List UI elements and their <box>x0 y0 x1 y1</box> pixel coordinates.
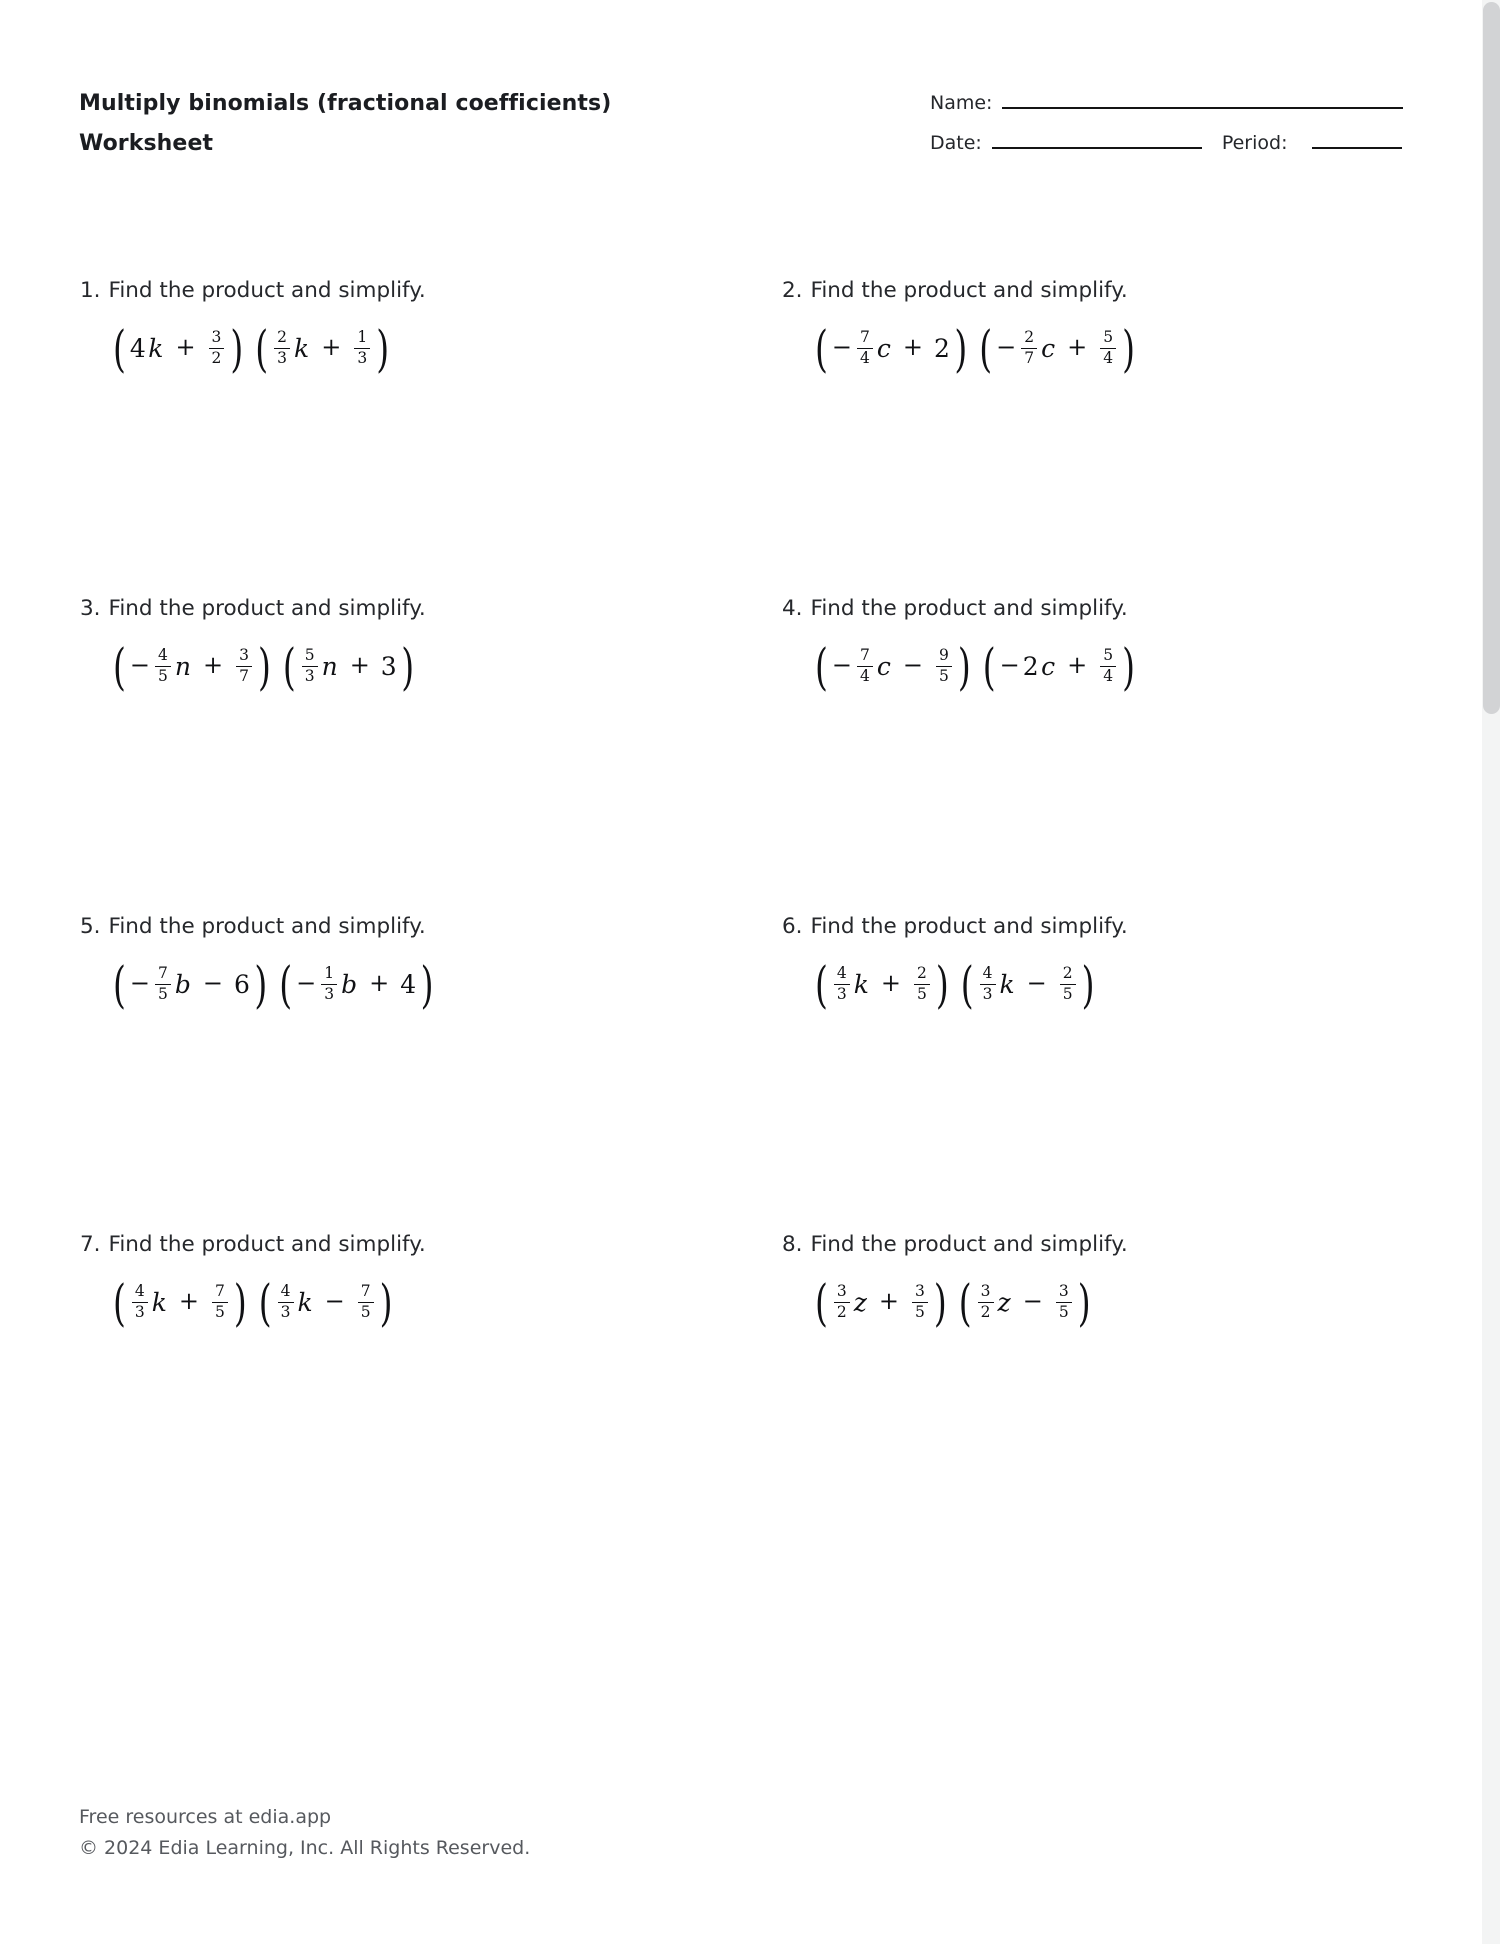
problem-8-instruction: Find the product and simplify. <box>810 1232 1128 1257</box>
math-token-num: 6 <box>233 969 251 999</box>
problem-7-instruction: Find the product and simplify. <box>108 1232 426 1257</box>
math-token-fraction: $\frac{4}{3}$ <box>980 965 996 1004</box>
math-token-fraction: $\frac{7}{5}$ <box>358 1283 374 1322</box>
math-token-paren: ( <box>979 318 993 378</box>
problem-8 <box>782 1232 1402 1330</box>
problem-1-label <box>80 278 782 304</box>
problem-5 <box>80 914 782 1232</box>
problem-2-label <box>782 278 1402 304</box>
math-token-neg: − <box>296 969 317 997</box>
math-token-paren: ) <box>233 1272 247 1332</box>
math-token-fraction: $\frac{1}{3}$ <box>354 329 370 368</box>
problem-4-label <box>782 596 1402 622</box>
math-token-fraction: $\frac{2}{5}$ <box>914 965 930 1004</box>
problem-6-number: 6. <box>782 914 803 939</box>
math-token-neg: − <box>831 333 852 361</box>
math-token-op: + <box>178 1287 200 1315</box>
math-token-paren: ) <box>420 954 434 1014</box>
math-token-var: c <box>876 651 891 681</box>
math-token-fraction: $\frac{2}{5}$ <box>1060 965 1076 1004</box>
math-token-fraction: $\frac{4}{3}$ <box>834 965 850 1004</box>
math-token-fraction: $\frac{7}{5}$ <box>155 965 171 1004</box>
math-token-num: 2 <box>933 333 951 363</box>
problem-3-label <box>80 596 782 622</box>
math-token-paren: ( <box>960 954 974 1014</box>
math-token-paren: ( <box>279 954 293 1014</box>
math-token-fraction: $\frac{4}{3}$ <box>278 1283 294 1322</box>
math-token-fraction: $\frac{3}{2}$ <box>209 329 225 368</box>
math-token-paren: ) <box>935 954 949 1014</box>
math-token-paren: ) <box>401 636 415 696</box>
math-token-fraction: $\frac{3}{5}$ <box>912 1283 928 1322</box>
math-token-paren: ) <box>1122 318 1135 378</box>
math-token-var: n <box>321 651 338 681</box>
math-token-op: + <box>349 651 370 679</box>
problem-4-instruction: Find the product and simplify. <box>810 596 1128 621</box>
math-token-neg: − <box>129 651 150 679</box>
date-blank-line <box>992 128 1202 149</box>
math-token-fraction: $\frac{7}{5}$ <box>212 1283 228 1322</box>
math-token-num: 4 <box>400 969 417 999</box>
math-token-paren: ) <box>933 1272 947 1332</box>
math-token-paren: ( <box>258 1272 272 1332</box>
math-token-paren: ) <box>954 318 968 378</box>
problem-8-expression <box>815 1274 1091 1330</box>
problem-1-expression <box>113 320 389 376</box>
math-token-paren: ( <box>113 636 126 696</box>
math-token-fraction: $\frac{7}{4}$ <box>857 329 873 368</box>
math-token-var: b <box>174 969 191 999</box>
math-token-var: z <box>997 1287 1011 1317</box>
worksheet-title-line2: Worksheet <box>79 131 214 156</box>
math-token-paren: ) <box>376 318 390 378</box>
math-token-op: − <box>324 1287 345 1315</box>
math-token-var: k <box>151 1287 167 1317</box>
math-token-fraction: $\frac{7}{4}$ <box>857 647 873 686</box>
problem-7-number: 7. <box>80 1232 101 1257</box>
problem-5-number: 5. <box>80 914 101 939</box>
problem-7 <box>80 1232 782 1330</box>
problem-2-expression <box>815 320 1135 376</box>
math-token-fraction: $\frac{3}{7}$ <box>236 647 252 686</box>
name-label: Name: <box>930 92 993 114</box>
worksheet-title <box>79 84 611 164</box>
math-token-paren: ( <box>255 318 269 378</box>
math-token-fraction: $\frac{2}{3}$ <box>274 329 290 368</box>
math-token-fraction: $\frac{4}{3}$ <box>132 1283 148 1322</box>
problem-3-number: 3. <box>80 596 101 621</box>
math-token-neg: − <box>831 651 852 679</box>
problem-5-label <box>80 914 782 940</box>
period-label: Period: <box>1221 132 1288 154</box>
math-token-op: + <box>202 651 224 679</box>
math-token-var: n <box>174 651 191 681</box>
problem-4-number: 4. <box>782 596 803 621</box>
problems-row-2 <box>80 596 1402 914</box>
math-token-fraction: $\frac{4}{5}$ <box>155 647 171 686</box>
math-token-op: + <box>880 969 902 997</box>
math-token-var: z <box>853 1287 867 1317</box>
scrollbar-thumb[interactable] <box>1483 2 1500 714</box>
problem-5-expression <box>113 956 434 1012</box>
math-token-num: 4 <box>129 333 147 363</box>
math-token-neg: − <box>996 333 1017 361</box>
math-token-var: c <box>1041 333 1056 363</box>
problem-1-number: 1. <box>80 278 101 303</box>
math-token-paren: ( <box>113 1272 126 1332</box>
footer-copyright-text: © 2024 Edia Learning, Inc. All Rights Reserved. <box>79 1837 531 1859</box>
math-token-var: k <box>294 333 310 363</box>
problem-7-label <box>80 1232 782 1258</box>
problem-1-instruction: Find the product and simplify. <box>108 278 426 303</box>
problem-6-expression <box>815 956 1095 1012</box>
math-token-fraction: $\frac{1}{3}$ <box>321 965 337 1004</box>
math-token-op: − <box>902 651 923 679</box>
math-token-fraction: $\frac{9}{5}$ <box>936 647 952 686</box>
problem-6-label <box>782 914 1402 940</box>
worksheet-title-line1: Multiply binomials (fractional coefficients) <box>79 91 612 116</box>
math-token-var: b <box>341 969 358 999</box>
math-token-paren: ( <box>282 636 296 696</box>
problem-3-instruction: Find the product and simplify. <box>108 596 426 621</box>
math-token-paren: ) <box>1122 636 1135 696</box>
math-token-neg: − <box>999 651 1020 679</box>
math-token-var: k <box>853 969 869 999</box>
math-token-paren: ( <box>958 1272 972 1332</box>
math-token-paren: ( <box>113 318 126 378</box>
problem-2-number: 2. <box>782 278 803 303</box>
math-token-paren: ( <box>815 954 828 1014</box>
math-token-fraction: $\frac{3}{5}$ <box>1056 1283 1072 1322</box>
math-token-paren: ( <box>982 636 996 696</box>
math-token-op: + <box>878 1287 900 1315</box>
math-token-op: + <box>369 969 390 997</box>
math-token-paren: ( <box>815 318 828 378</box>
name-blank-line <box>1002 88 1403 109</box>
math-token-op: + <box>321 333 342 361</box>
footer-resources-text: Free resources at edia.app <box>79 1806 332 1828</box>
problem-2 <box>782 278 1402 596</box>
math-token-paren: ) <box>1081 954 1095 1014</box>
problem-4-expression <box>815 638 1135 694</box>
math-token-paren: ( <box>815 1272 828 1332</box>
problem-6 <box>782 914 1402 1232</box>
math-token-paren: ) <box>257 636 271 696</box>
math-token-fraction: $\frac{3}{2}$ <box>978 1283 994 1322</box>
scrollbar-track[interactable] <box>1482 0 1500 1944</box>
math-token-fraction: $\frac{2}{7}$ <box>1021 329 1037 368</box>
math-token-num: 3 <box>380 651 398 681</box>
math-token-paren: ) <box>254 954 268 1014</box>
problems-row-1 <box>80 278 1402 596</box>
page-footer <box>79 1802 530 1864</box>
math-token-paren: ) <box>230 318 244 378</box>
period-blank-line <box>1312 128 1402 149</box>
problem-8-label <box>782 1232 1402 1258</box>
math-token-paren: ) <box>1077 1272 1091 1332</box>
math-token-paren: ) <box>957 636 971 696</box>
math-token-var: k <box>297 1287 313 1317</box>
math-token-op: + <box>1067 651 1088 679</box>
problem-2-instruction: Find the product and simplify. <box>810 278 1128 303</box>
problem-3-expression <box>113 638 414 694</box>
math-token-op: + <box>902 333 923 361</box>
date-label: Date: <box>930 132 982 154</box>
problem-5-instruction: Find the product and simplify. <box>108 914 426 939</box>
math-token-fraction: $\frac{5}{4}$ <box>1100 329 1116 368</box>
math-token-op: + <box>1067 333 1088 361</box>
math-token-paren: ( <box>113 954 126 1014</box>
math-token-neg: − <box>129 969 150 997</box>
math-token-op: − <box>1026 969 1047 997</box>
name-field-row <box>930 88 1403 128</box>
math-token-paren: ) <box>379 1272 393 1332</box>
math-token-var: c <box>876 333 891 363</box>
problem-4 <box>782 596 1402 914</box>
date-period-field-row <box>930 128 1403 168</box>
math-token-paren: ( <box>815 636 828 696</box>
problems-row-4 <box>80 1232 1402 1330</box>
problem-6-instruction: Find the product and simplify. <box>810 914 1128 939</box>
math-token-num: 2 <box>1022 651 1040 681</box>
student-info-block <box>930 88 1403 168</box>
math-token-var: k <box>999 969 1015 999</box>
problem-3 <box>80 596 782 914</box>
problems-grid <box>80 278 1402 1330</box>
math-token-var: k <box>148 333 164 363</box>
math-token-op: − <box>202 969 223 997</box>
problem-1 <box>80 278 782 596</box>
problems-row-3 <box>80 914 1402 1232</box>
math-token-op: + <box>175 333 196 361</box>
math-token-op: − <box>1022 1287 1043 1315</box>
math-token-var: c <box>1041 651 1056 681</box>
problem-7-expression <box>113 1274 393 1330</box>
math-token-fraction: $\frac{5}{3}$ <box>302 647 318 686</box>
math-token-fraction: $\frac{3}{2}$ <box>834 1283 850 1322</box>
math-token-fraction: $\frac{5}{4}$ <box>1100 647 1116 686</box>
problem-8-number: 8. <box>782 1232 803 1257</box>
